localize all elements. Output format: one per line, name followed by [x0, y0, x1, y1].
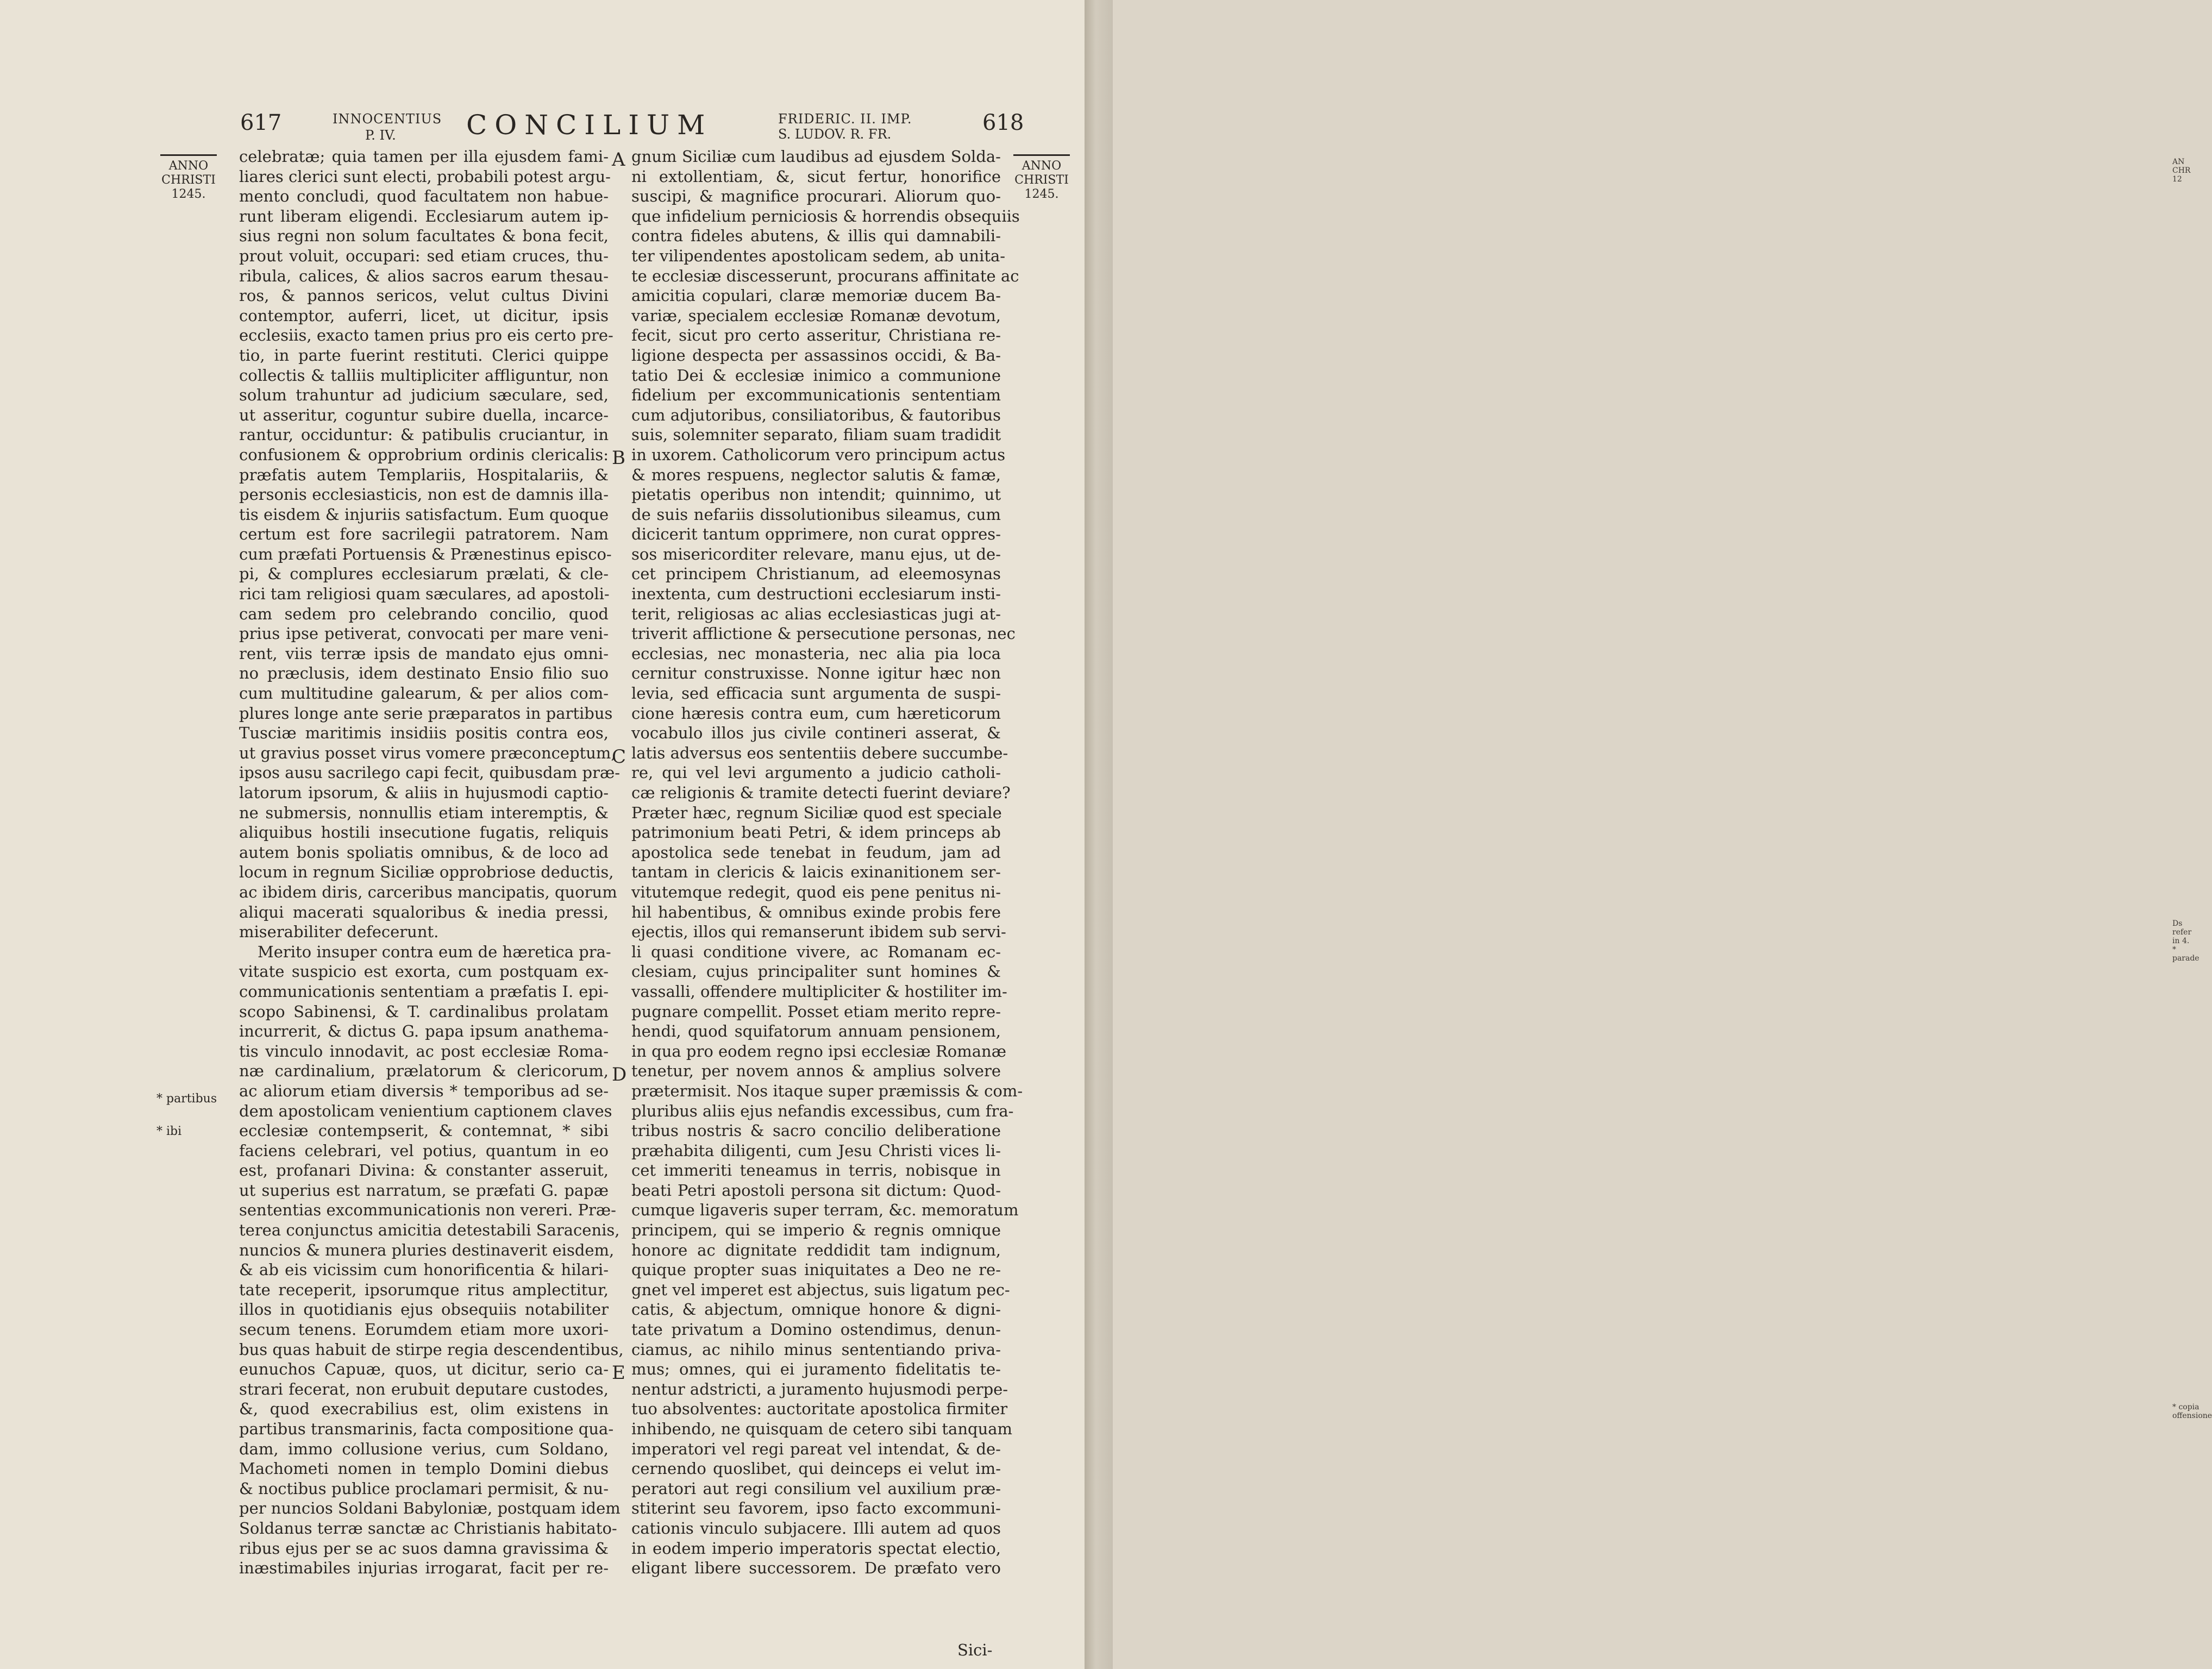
text-line: ribula, calices, & alios sacros earum thesau- — [239, 266, 609, 285]
text-line: catis, & abjectum, omnique honore & digni- — [631, 1300, 1001, 1319]
text-line: illos in quotidianis ejus obsequiis notabiliter — [239, 1300, 609, 1319]
text-line: vitutemque redegit, quod eis pene penitus ni- — [631, 882, 1001, 901]
text-line: cernendo quoslibet, qui deinceps ei velut im- — [631, 1459, 1001, 1478]
text-line: in qua pro eodem regno ipsi ecclesiæ Romanæ — [631, 1041, 1006, 1061]
text-line: clesiam, cujus principaliter sunt homines & — [631, 962, 1001, 981]
text-line: scopo Sabinensi, & T. cardinalibus prolatam — [239, 1002, 609, 1021]
text-line: suis, solemniter separato, filiam suam tradidit — [631, 425, 1001, 444]
text-line: ut superius est narratum, se præfati G. papæ — [239, 1181, 609, 1200]
text-line: ipsos ausu sacrilego capi fecit, quibusdam præ- — [239, 763, 621, 782]
text-line: ni extollentiam, &, sicut fertur, honorifice — [631, 167, 1001, 186]
text-line: patrimonium beati Petri, & idem princeps ab — [631, 823, 1001, 842]
text-line: cam sedem pro celebrando concilio, quod — [239, 604, 609, 623]
text-line: variæ, specialem ecclesiæ Romanæ devotum, — [631, 306, 1001, 325]
text-line: eunuchos Capuæ, quos, ut dicitur, serio ca- — [239, 1360, 609, 1379]
section-letter-d: D — [612, 1064, 627, 1086]
center-running-title: CONCILIUM — [466, 109, 713, 141]
text-line: & noctibus publice proclamari permisit, & nu- — [239, 1479, 609, 1498]
text-line: contemptor, auferri, licet, ut dicitur, ipsis — [239, 306, 609, 325]
left-text-column — [239, 147, 624, 1578]
text-line: tribus nostris & sacro concilio deliberatione — [631, 1121, 1001, 1140]
year-label: 1245. — [1024, 187, 1059, 201]
text-line: per nuncios Soldani Babyloniæ, postquam idem — [239, 1499, 621, 1518]
edge-text-upper: AN CHR 12 — [2172, 158, 2191, 184]
text-line: tenetur, per novem annos & amplius solvere — [631, 1062, 1001, 1081]
text-line: ter vilipendentes apostolicam sedem, ab unita- — [631, 246, 1006, 265]
text-line: vitate suspicio est exorta, cum postquam ex- — [239, 962, 609, 981]
text-line: tis vinculo innodavit, ac post ecclesiæ Roma- — [239, 1041, 609, 1061]
text-line: triverit afflictione & persecutione personas, nec — [631, 624, 1016, 643]
section-letter-c: C — [612, 746, 626, 768]
text-line: latis adversus eos sententiis debere succumbe- — [631, 743, 1008, 762]
christi-label: CHRISTI — [1014, 173, 1069, 187]
text-line: rantur, occiduntur: & patibulis cruciantur, in — [239, 425, 609, 444]
text-line: communicationis sententiam a præfatis I. epi- — [239, 982, 609, 1001]
text-line: celebratæ; quia tamen per illa ejusdem fami- — [239, 147, 609, 166]
text-line: ac ibidem diris, carceribus mancipatis, quorum — [239, 882, 617, 901]
text-line: aliqui macerati squaloribus & inedia pressi, — [239, 902, 609, 921]
text-line: Tusciæ maritimis insidiis positis contra eos, — [239, 724, 609, 743]
text-line: pluribus aliis ejus nefandis excessibus, cum fra- — [631, 1101, 1014, 1120]
year-label: 1245. — [171, 187, 206, 201]
text-line: levia, sed efficacia sunt argumenta de suspi- — [631, 684, 1001, 703]
text-line: partibus transmarinis, facta compositione qua- — [239, 1420, 614, 1438]
text-line: cumque ligaveris super terram, &c. memoratum — [631, 1201, 1019, 1220]
margin-rule — [1013, 154, 1070, 156]
text-line: tis eisdem & injuriis satisfactum. Eum quoque — [239, 505, 609, 524]
text-line: præfatis autem Templariis, Hospitalariis, & — [239, 465, 609, 484]
left-running-subtitle: P. IV. — [365, 128, 396, 143]
anno-christi-right — [1012, 154, 1071, 202]
text-line: dicicerit tantum opprimere, non curat oppres- — [631, 525, 1001, 544]
text-line: li quasi conditione vivere, ac Romanam ec- — [631, 942, 1001, 961]
text-line: tate receperit, ipsorumque ritus amplectitur, — [239, 1280, 609, 1299]
text-line: honore ac dignitate reddidit tam indignum, — [631, 1240, 1001, 1259]
text-line: re, qui vel levi argumento a judicio catholi- — [631, 763, 1001, 782]
text-line: cum præfati Portuensis & Prænestinus episco- — [239, 544, 612, 563]
text-line: cationis vinculo subjacere. Illi autem ad quos — [631, 1519, 1001, 1538]
text-line: vassalli, offendere multipliciter & hostiliter im- — [631, 982, 1007, 1001]
text-line: ac aliorum etiam diversis * temporibus ad se- — [239, 1081, 609, 1100]
text-line: stiterint seu favorem, ipso facto excommuni- — [631, 1499, 1001, 1518]
text-line: gnet vel imperet est abjectus, suis ligatum pec- — [631, 1280, 1010, 1299]
text-line: ecclesiis, exacto tamen prius pro eis certo pre- — [239, 326, 613, 345]
catchword: Sici- — [957, 1641, 993, 1659]
text-line: cet immeriti teneamus in terris, nobisque in — [631, 1161, 1001, 1180]
text-line: inæstimabiles injurias irrogarat, facit per re- — [239, 1559, 609, 1578]
anno-label: ANNO — [168, 159, 209, 173]
text-line: faciens celebrari, vel potius, quantum in eo — [239, 1141, 609, 1160]
right-page-number: 618 — [982, 110, 1024, 135]
text-line: quique propter suas iniquitates a Deo ne re- — [631, 1260, 1001, 1279]
text-line: cum multitudine galearum, & per alios com- — [239, 684, 609, 703]
text-line: apostolica sede tenebat in feudum, jam ad — [631, 843, 1001, 862]
text-line: tio, in parte fuerint restituti. Clerici quippe — [239, 346, 609, 365]
text-line: latorum ipsorum, & aliis in hujusmodi captio- — [239, 783, 609, 802]
text-line: ut asseritur, coguntur subire duella, incarce- — [239, 405, 609, 424]
text-line: ribus ejus per se ac suos damna gravissima & — [239, 1539, 609, 1558]
text-line: amicitia copulari, claræ memoriæ ducem Ba- — [631, 286, 1001, 305]
edge-text-middle: Ds refer in 4. * parade — [2172, 919, 2200, 963]
text-line: fecit, sicut pro certo asseritur, Christiana re- — [631, 326, 1001, 345]
text-line: collectis & talliis multipliciter affliguntur, non — [239, 366, 609, 385]
text-line: miserabiliter defecerunt. — [239, 923, 439, 942]
right-running-subtitle: S. LUDOV. R. FR. — [778, 127, 892, 142]
text-line: vocabulo illos jus civile contineri asserat, & — [631, 724, 1001, 743]
text-line: pietatis operibus non intendit; quinnimo, ut — [631, 485, 1001, 504]
text-line: rici tam religiosi quam sæculares, ad apostoli- — [239, 585, 610, 604]
text-line: solum trahuntur ad judicium sæculare, sed, — [239, 386, 609, 405]
text-line: imperatori vel regi pareat vel intendat, & de- — [631, 1439, 1001, 1458]
text-line: prætermisit. Nos itaque super præmissis & com- — [631, 1081, 1023, 1100]
text-line: est, profanari Divina: & constanter asseruit, — [239, 1161, 609, 1180]
text-line: liares clerici sunt electi, probabili potest argu- — [239, 167, 611, 186]
text-line: ecclesias, nec monasteria, nec alia pia loca — [631, 644, 1001, 663]
text-line: ejectis, illos qui remanserunt ibidem sub servi- — [631, 923, 1006, 942]
text-line: ligione despecta per assassinos occidi, & Ba- — [631, 346, 1001, 365]
text-line: cet principem Christianum, ad eleemosynas — [631, 564, 1001, 583]
christi-label: CHRISTI — [161, 173, 216, 187]
text-line: cernitur construxisse. Nonne igitur hæc non — [631, 664, 1001, 683]
text-line: inhibendo, ne quisquam de cetero sibi tanquam — [631, 1420, 1013, 1438]
left-page-number: 617 — [240, 110, 282, 135]
margin-note-ibi: * ibi — [156, 1125, 182, 1138]
text-line: ut gravius posset virus vomere præconceptum, — [239, 743, 616, 762]
text-line: sos misericorditer relevare, manu ejus, ut de- — [631, 544, 1001, 563]
text-line: strari fecerat, non erubuit deputare custodes, — [239, 1379, 609, 1398]
text-line: personis ecclesiasticis, non est de damnis illa- — [239, 485, 609, 504]
text-line: beati Petri apostoli persona sit dictum: Quod- — [631, 1181, 1001, 1200]
text-line: suscipi, & magnifice procurari. Aliorum quo- — [631, 187, 1001, 206]
text-line: nentur adstricti, a juramento hujusmodi perpe- — [631, 1379, 1008, 1398]
text-line: bus quas habuit de stirpe regia descendentibus, — [239, 1340, 624, 1359]
text-line: prout voluit, occupari: sed etiam cruces, thu- — [239, 246, 609, 265]
text-line: fidelium per excommunicationis sententiam — [631, 386, 1001, 405]
text-line: cæ religionis & tramite detecti fuerint deviare? — [631, 783, 1011, 802]
margin-note-partibus: * partibus — [156, 1092, 217, 1106]
left-running-title: INNOCENTIUS — [333, 111, 442, 127]
text-line: cione hæresis contra eum, cum hæreticorum — [631, 704, 1001, 723]
text-line: hil habentibus, & omnibus exinde probis fere — [631, 902, 1001, 921]
text-line: mento concludi, quod facultatem non habue- — [239, 187, 609, 206]
text-line: ciamus, ac nihilo minus sententiando priva- — [631, 1340, 1001, 1359]
text-line: de suis nefariis dissolutionibus sileamus, cum — [631, 505, 1001, 524]
text-line: no præclusis, idem destinato Ensio filio suo — [239, 664, 609, 683]
text-line: autem bonis spoliatis omnibus, & de loco ad — [239, 843, 609, 862]
text-line: Merito insuper contra eum de hæretica pra- — [258, 942, 611, 961]
text-line: pi, & complures ecclesiarum prælati, & cle- — [239, 564, 609, 583]
running-header — [0, 106, 1085, 149]
text-line: tantam in clericis & laicis exinanitionem ser- — [631, 863, 1001, 882]
text-line: sius regni non solum facultates & bona fecit, — [239, 227, 609, 246]
text-line: præhabita diligenti, cum Jesu Christi vices li- — [631, 1141, 1001, 1160]
text-line: cum adjutoribus, consiliatoribus, & fautoribus — [631, 405, 1001, 424]
text-line: ros, & pannos sericos, velut cultus Divini — [239, 286, 609, 305]
text-line: nuncios & munera pluries destinaverit eisdem, — [239, 1240, 615, 1259]
text-line: que infidelium perniciosis & horrendis obsequiis — [631, 206, 1020, 225]
text-line: peratori aut regi consilium vel auxilium præ- — [631, 1479, 1001, 1498]
section-letter-a: A — [612, 149, 625, 171]
text-line: gnum Siciliæ cum laudibus ad ejusdem Solda- — [631, 147, 1001, 166]
text-line: inextenta, cum destructioni ecclesiarum insti- — [631, 585, 1001, 604]
text-line: Soldanus terræ sanctæ ac Christianis habitato- — [239, 1519, 617, 1538]
text-line: & ab eis vicissim cum honorificentia & hilari- — [239, 1260, 609, 1279]
book-page — [0, 0, 1085, 1669]
text-line: aliquibus hostili insecutione fugatis, reliquis — [239, 823, 609, 842]
text-line: secum tenens. Eorumdem etiam more uxori- — [239, 1320, 609, 1339]
text-line: te ecclesiæ discesserunt, procurans affinitate ac — [631, 266, 1019, 285]
text-line: contra fideles abutens, & illis qui damnabili- — [631, 227, 1001, 246]
text-line: Machometi nomen in templo Domini diebus — [239, 1459, 609, 1478]
right-text-column — [631, 147, 1023, 1578]
adjacent-page-edge — [1085, 0, 2212, 1669]
text-line: incurrerit, & dictus G. papa ipsum anathema- — [239, 1022, 609, 1041]
text-line: tatio Dei & ecclesiæ inimico a communione — [631, 366, 1001, 385]
text-line: locum in regnum Siciliæ opprobriose deductis, — [239, 863, 614, 882]
text-line: dem apostolicam venientium captionem claves — [239, 1101, 612, 1120]
text-line: sententias excommunicationis non vereri. Præ- — [239, 1201, 616, 1220]
text-line: in eodem imperio imperatoris spectat electio, — [631, 1539, 1001, 1558]
text-line: ecclesiæ contempserit, & contemnat, * sibi — [239, 1121, 609, 1140]
text-line: dam, immo collusione verius, cum Soldano, — [239, 1439, 609, 1458]
text-line: tuo absolventes: auctoritate apostolica firmiter — [631, 1400, 1008, 1419]
margin-rule — [160, 154, 217, 156]
text-line: runt liberam eligendi. Ecclesiarum autem ip- — [239, 206, 609, 225]
text-line: hendi, quod squifatorum annuam pensionem, — [631, 1022, 1001, 1041]
text-line: terea conjunctus amicitia detestabili Saracenis, — [239, 1221, 620, 1240]
section-letter-b: B — [612, 447, 625, 469]
text-line: mus; omnes, qui ei juramento fidelitatis te- — [631, 1360, 1001, 1379]
text-line: terit, religiosas ac alias ecclesiasticas jugi at- — [631, 604, 1001, 623]
anno-label: ANNO — [1022, 159, 1062, 173]
text-line: & mores respuens, neglector salutis & famæ, — [631, 465, 1001, 484]
text-line: Præter hæc, regnum Siciliæ quod est speciale — [631, 803, 1002, 822]
text-line: principem, qui se imperio & regnis omnique — [631, 1221, 1001, 1240]
text-line: certum est fore sacrilegii patratorem. Nam — [239, 525, 609, 544]
edge-text-lower: * copia offensione — [2172, 1403, 2212, 1420]
text-line: pugnare compellit. Posset etiam merito repre- — [631, 1002, 1001, 1021]
anno-christi-left — [159, 154, 218, 202]
text-line: næ cardinalium, prælatorum & clericorum, — [239, 1062, 609, 1081]
right-running-title: FRIDERIC. II. IMP. — [778, 111, 912, 127]
text-line: confusionem & opprobrium ordinis clericalis: — [239, 445, 609, 464]
text-line: tate privatum a Domino ostendimus, denun- — [631, 1320, 1001, 1339]
section-letter-e: E — [612, 1362, 625, 1384]
text-line: prius ipse petiverat, convocati per mare veni- — [239, 624, 609, 643]
text-line: ne submersis, nonnullis etiam interemptis, & — [239, 803, 609, 822]
text-line: plures longe ante serie præparatos in partibus — [239, 704, 613, 723]
text-line: in uxorem. Catholicorum vero principum actus — [631, 445, 1006, 464]
text-line: eligant libere successorem. De præfato vero — [631, 1559, 1001, 1578]
text-line: &, quod execrabilius est, olim existens in — [239, 1400, 609, 1419]
text-line: rent, viis terræ ipsis de mandato ejus omni- — [239, 644, 609, 663]
